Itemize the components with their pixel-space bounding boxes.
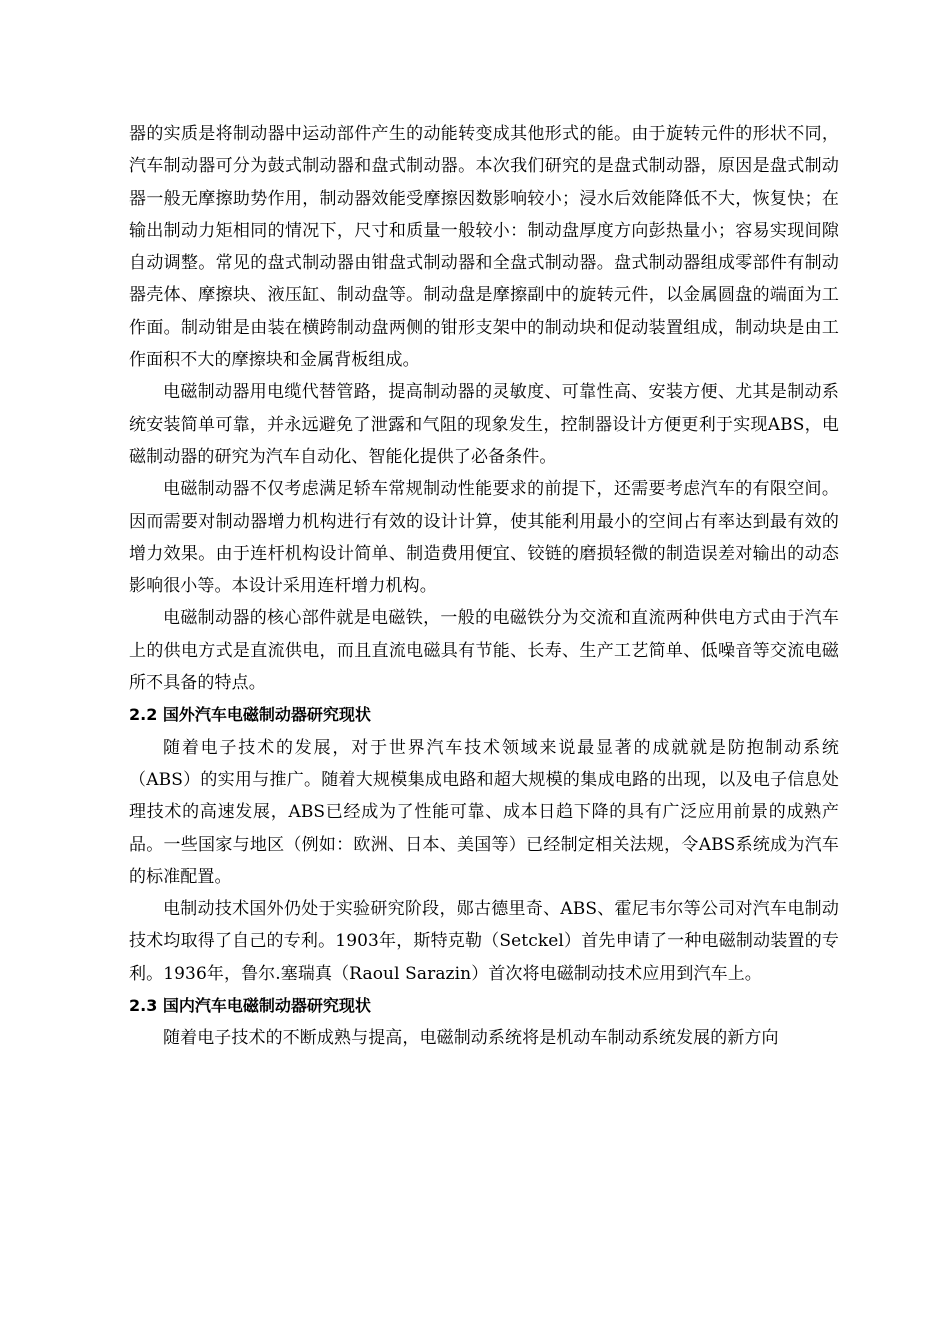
paragraph-abs-development: 随着电子技术的发展，对于世界汽车技术领域来说最显著的成就就是防抱制动系统（ABS）的实用与推广。随着大规模集成电路和超大规模的集成电路的出现，以及电子信息处理技术的高速发展，ABS已经成为了性能可靠、成本日趋下降的具有广泛应用前景的成熟产品。一些国家与地区（例如：欧洲、日本、美国等）已经制定相关法规，令ABS系统成为汽车的标准配置。 (129, 737, 839, 887)
section-heading-2-2: 2.2 国外汽车电磁制动器研究现状 (129, 705, 371, 725)
paragraph-electromagnet: 电磁制动器的核心部件就是电磁铁，一般的电磁铁分为交流和直流两种供电方式由于汽车上的供电方式是直流供电，而且直流电磁具有节能、长寿、生产工艺简单、低噪音等交流电磁所不具备的特点。 (129, 608, 839, 694)
paragraph-disc-brake: 器的实质是将制动器中运动部件产生的动能转变成其他形式的能。由于旋转元件的形状不同，汽车制动器可分为鼓式制动器和盘式制动器。本次我们研究的是盘式制动器，原因是盘式制动器一般无摩擦助势作用，制动器效能受摩擦因数影响较小；浸水后效能降低不大，恢复快；在输出制动力矩相同的情况下，尺寸和质量一般较小：制动盘厚度方向彭热量小；容易实现间隙自动调整。常见的盘式制动器由钳盘式制动器和全盘式制动器。盘式制动器组成零部件有制动器壳体、摩擦块、液压缸、制动盘等。制动盘是摩擦副中的旋转元件，以金属圆盘的端面为工作面。制动钳是由装在横跨制动盘两侧的钳形支架中的制动块和促动装置组成，制动块是由工作面积不大的摩擦块和金属背板组成。 (129, 124, 839, 371)
paragraph-electromagnetic-brake-advantages: 电磁制动器用电缆代替管路，提高制动器的灵敏度、可靠性高、安装方便、尤其是制动系统安装简单可靠，并永远避免了泄露和气阻的现象发生，控制器设计方便更利于实现ABS，电磁制动器的研究为汽车自动化、智能化提供了必备条件。 (129, 382, 839, 467)
paragraph-force-amplifier: 电磁制动器不仅考虑满足轿车常规制动性能要求的前提下，还需要考虑汽车的有限空间。因而需要对制动器增力机构进行有效的设计计算，使其能利用最小的空间占有率达到最有效的增力效果。由于连杆机构设计简单、制造费用便宜、铰链的磨损轻微的制造误差对输出的动态影响很小等。本设计采用连杆增力机构。 (129, 479, 839, 597)
paragraph-domestic-research: 随着电子技术的不断成熟与提高，电磁制动系统将是机动车制动系统发展的新方向 (163, 1028, 779, 1049)
paragraph-foreign-patents: 电制动技术国外仍处于实验研究阶段，郧古德里奇、ABS、霍尼韦尔等公司对汽车电制动技术均取得了自己的专利。1903年，斯特克勒（Setckel）首先申请了一种电磁制动装置的专利。1936年，鲁尔.塞瑞真（Raoul Sarazin）首次将电磁制动技术应用到汽车上。 (129, 899, 839, 984)
section-heading-2-3: 2.3 国内汽车电磁制动器研究现状 (129, 996, 371, 1016)
document-page (129, 118, 839, 1055)
